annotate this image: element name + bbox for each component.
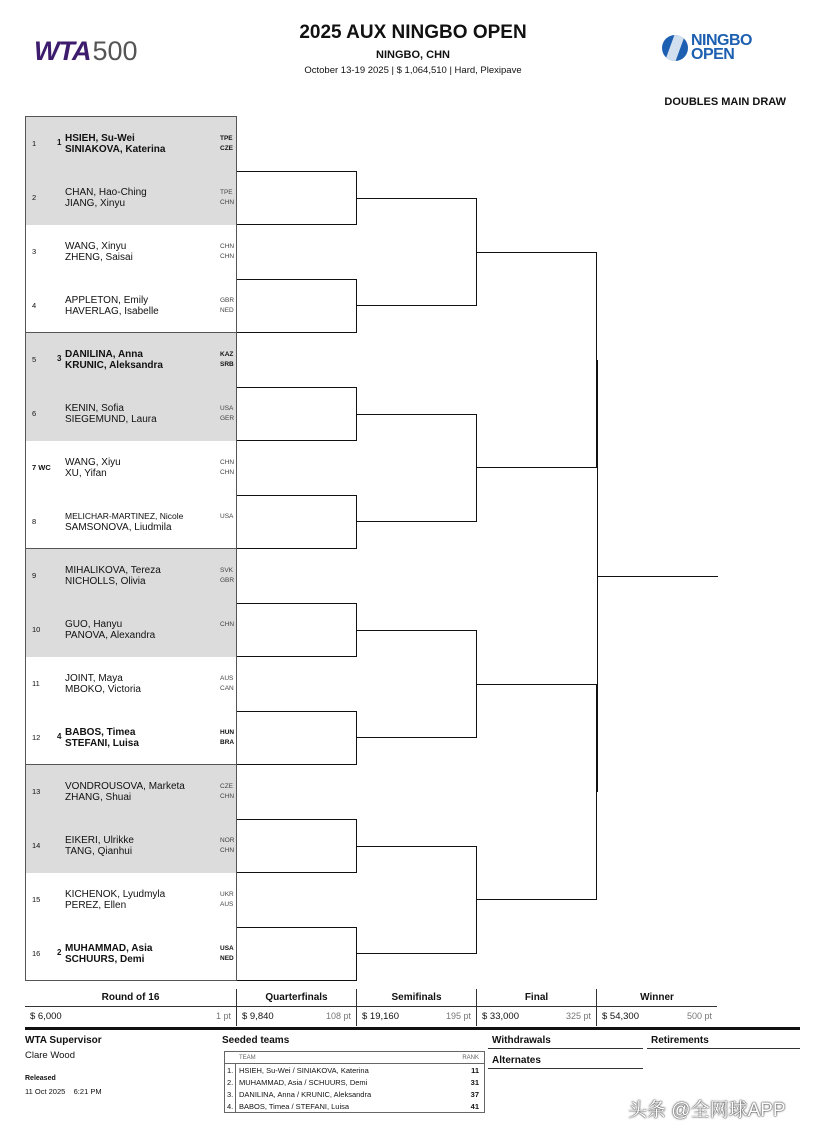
r16-match-line xyxy=(237,819,357,873)
draw-position: 10 xyxy=(32,625,41,634)
player-1-name: APPLETON, Emily xyxy=(65,295,149,306)
round-name: Final xyxy=(524,992,549,1003)
draw-position: 9 xyxy=(32,571,37,580)
player-1-name: EIKERI, Ulrikke xyxy=(65,835,134,846)
draw-position: 16 xyxy=(32,949,41,958)
seeded-team-row: 4. BABOS, Timea / STEFANI, Luisa 41 xyxy=(227,1102,479,1111)
player-2-name: STEFANI, Luisa xyxy=(65,738,139,749)
player-2-name: PEREZ, Ellen xyxy=(65,900,127,911)
player-1-name: JOINT, Maya xyxy=(65,673,123,684)
winner-line xyxy=(597,576,718,577)
player-2-name: TANG, Qianhui xyxy=(65,846,133,857)
withdrawals-label: Withdrawals xyxy=(492,1035,551,1046)
round-prize-table xyxy=(25,989,717,1026)
qf-match-line xyxy=(357,630,477,738)
draw-position: 15 xyxy=(32,895,41,904)
player-2-country: BRA xyxy=(220,739,235,746)
seeded-teams-table: TEAM RANK 1. HSIEH, Su-Wei / SINIAKOVA, Katerina 11 2. MUHAMMAD, Asia / SCHUURS, Demi 31 3. DANILINA, Anna / KRUNIC, Aleksandra 37 4. BABOS, Timea / STEFANI, Luisa 41 xyxy=(224,1051,485,1113)
player-2-name: SAMSONOVA, Liudmila xyxy=(65,522,172,533)
player-2-name: MBOKO, Victoria xyxy=(65,684,141,695)
player-2-name: ZHENG, Saisai xyxy=(65,252,133,263)
player-1-country: USA xyxy=(220,945,234,952)
seed-number: 2 xyxy=(57,948,62,957)
released-label: Released xyxy=(25,1075,56,1082)
round-prize: $ 9,840 xyxy=(242,1011,274,1022)
player-2-country: CHN xyxy=(220,847,235,854)
player-1-name: MUHAMMAD, Asia xyxy=(65,943,153,954)
round-column xyxy=(477,989,597,1026)
r16-match-line xyxy=(237,387,357,441)
player-1-country: GBR xyxy=(220,297,235,304)
seed-number: 1 xyxy=(57,138,62,147)
player-2-name: JIANG, Xinyu xyxy=(65,198,126,209)
player-1-name: MELICHAR-MARTINEZ, Nicole xyxy=(65,511,184,521)
player-2-country: GER xyxy=(220,415,235,422)
qf-match-line xyxy=(357,198,477,306)
player-1-country: CZE xyxy=(220,783,233,790)
player-1-name: WANG, Xinyu xyxy=(65,241,127,252)
player-1-name: BABOS, Timea xyxy=(65,727,136,738)
round-points: 1 pt xyxy=(215,1011,231,1021)
round-column xyxy=(357,989,477,1026)
draw-position: 11 xyxy=(32,679,40,688)
ningbo-logo-icon xyxy=(662,35,688,61)
player-2-name: SINIAKOVA, Katerina xyxy=(65,144,166,155)
player-1-name: VONDROUSOVA, Marketa xyxy=(65,781,185,792)
retirements-label: Retirements xyxy=(651,1035,709,1046)
player-2-name: SIEGEMUND, Laura xyxy=(65,414,157,425)
round-points: 325 pt xyxy=(565,1011,591,1021)
draw-section-box xyxy=(25,764,237,981)
r16-match-line xyxy=(237,603,357,657)
watermark: 头条 @全网球APP xyxy=(628,1100,786,1121)
player-2-country: CZE xyxy=(220,145,233,152)
seeded-team-row: 3. DANILINA, Anna / KRUNIC, Aleksandra 37 xyxy=(227,1090,479,1099)
player-2-country: AUS xyxy=(220,901,234,908)
seed-number: 3 xyxy=(57,354,62,363)
player-2-name: XU, Yifan xyxy=(65,468,107,479)
round-prize: $ 54,300 xyxy=(602,1011,639,1022)
player-2-country: GBR xyxy=(220,577,235,584)
r16-match-line xyxy=(237,171,357,225)
round-name: Winner xyxy=(640,992,674,1003)
player-2-name: NICHOLLS, Olivia xyxy=(65,576,146,587)
round-column xyxy=(597,989,717,1026)
draw-position: 13 xyxy=(32,787,41,796)
player-1-country: CHN xyxy=(220,243,235,250)
round-name: Round of 16 xyxy=(101,992,160,1003)
player-1-country: HUN xyxy=(220,729,235,736)
released-date: 11 Oct 2025 6:21 PM xyxy=(25,1087,102,1096)
player-1-name: MIHALIKOVA, Tereza xyxy=(65,565,161,576)
player-1-name: KICHENOK, Lyudmyla xyxy=(65,889,166,900)
player-1-country: SVK xyxy=(220,567,234,574)
alternates-label: Alternates xyxy=(492,1055,541,1066)
tournament-title: 2025 AUX NINGBO OPEN xyxy=(299,22,527,43)
round-prize: $ 19,160 xyxy=(362,1011,399,1022)
draw-position: 4 xyxy=(32,301,37,310)
r16-match-line xyxy=(237,279,357,333)
round-points: 500 pt xyxy=(686,1011,712,1021)
player-1-country: USA xyxy=(220,405,234,412)
draw-type-label: DOUBLES MAIN DRAW xyxy=(664,96,786,108)
sf-match-line xyxy=(477,252,597,468)
ningbo-open-logo: NINGBO OPEN xyxy=(662,34,752,62)
player-2-country: NED xyxy=(220,955,234,962)
player-2-country: CHN xyxy=(220,199,235,206)
qf-match-line xyxy=(357,846,477,954)
draw-position: 3 xyxy=(32,247,37,256)
player-2-name: HAVERLAG, Isabelle xyxy=(65,306,159,317)
player-1-country: UKR xyxy=(220,891,234,898)
round-column xyxy=(25,989,237,1026)
draw-position: 6 xyxy=(32,409,37,418)
seeded-teams-label: Seeded teams xyxy=(222,1035,290,1046)
tournament-location: NINGBO, CHN xyxy=(376,49,450,61)
draw-section-box xyxy=(25,332,237,549)
supervisor-name: Clare Wood xyxy=(25,1050,75,1061)
player-2-name: PANOVA, Alexandra xyxy=(65,630,156,641)
player-1-country: USA xyxy=(220,513,234,520)
seeded-team-row: 1. HSIEH, Su-Wei / SINIAKOVA, Katerina 11 xyxy=(227,1066,479,1075)
player-2-name: KRUNIC, Aleksandra xyxy=(65,360,163,371)
draw-position: 2 xyxy=(32,193,37,202)
player-2-country: CAN xyxy=(220,685,234,692)
qf-match-line xyxy=(357,414,477,522)
player-2-country: CHN xyxy=(220,469,235,476)
supervisor-label: WTA Supervisor xyxy=(25,1035,102,1046)
player-2-country: SRB xyxy=(220,361,234,368)
player-1-name: KENIN, Sofia xyxy=(65,403,124,414)
seeded-team-row: 2. MUHAMMAD, Asia / SCHUURS, Demi 31 xyxy=(227,1078,479,1087)
draw-position: 12 xyxy=(32,733,41,742)
player-1-name: HSIEH, Su-Wei xyxy=(65,133,135,144)
draw-section-box xyxy=(25,116,237,333)
draw-position: 8 xyxy=(32,517,37,526)
round-points: 108 pt xyxy=(325,1011,351,1021)
player-2-country: NED xyxy=(220,307,234,314)
round-points: 195 pt xyxy=(445,1011,471,1021)
player-2-name: ZHANG, Shuai xyxy=(65,792,132,803)
tournament-header xyxy=(240,22,586,76)
round-prize: $ 6,000 xyxy=(30,1011,62,1022)
player-1-country: NOR xyxy=(220,837,235,844)
player-1-country: KAZ xyxy=(220,351,234,358)
r16-match-line xyxy=(237,711,357,765)
round-column xyxy=(237,989,357,1026)
draw-section-box xyxy=(25,548,237,765)
r16-match-line xyxy=(237,495,357,549)
draw-position: 14 xyxy=(32,841,41,850)
draw-position: 5 xyxy=(32,355,37,364)
player-2-name: SCHUURS, Demi xyxy=(65,954,145,965)
player-1-country: TPE xyxy=(220,189,233,196)
round-name: Quarterfinals xyxy=(265,992,328,1003)
player-1-country: AUS xyxy=(220,675,234,682)
player-2-country: CHN xyxy=(220,793,235,800)
draw-position: 1 xyxy=(32,139,37,148)
player-1-name: WANG, Xiyu xyxy=(65,457,121,468)
player-1-name: CHAN, Hao-Ching xyxy=(65,187,147,198)
seed-number: 4 xyxy=(57,732,62,741)
r16-match-line xyxy=(237,927,357,981)
sf-match-line xyxy=(477,684,597,900)
wta-500-logo: WTA500 xyxy=(34,36,138,66)
player-2-country: CHN xyxy=(220,253,235,260)
player-1-name: DANILINA, Anna xyxy=(65,349,143,360)
player-1-country: TPE xyxy=(220,135,233,142)
player-1-country: CHN xyxy=(220,459,235,466)
round-name: Semifinals xyxy=(391,992,442,1003)
round-prize: $ 33,000 xyxy=(482,1011,519,1022)
player-1-name: GUO, Hanyu xyxy=(65,619,123,630)
draw-position: 7 WC xyxy=(32,463,51,472)
player-1-country: CHN xyxy=(220,621,235,628)
tournament-info: October 13-19 2025 | $ 1,064,510 | Hard, Plexipave xyxy=(304,65,522,76)
